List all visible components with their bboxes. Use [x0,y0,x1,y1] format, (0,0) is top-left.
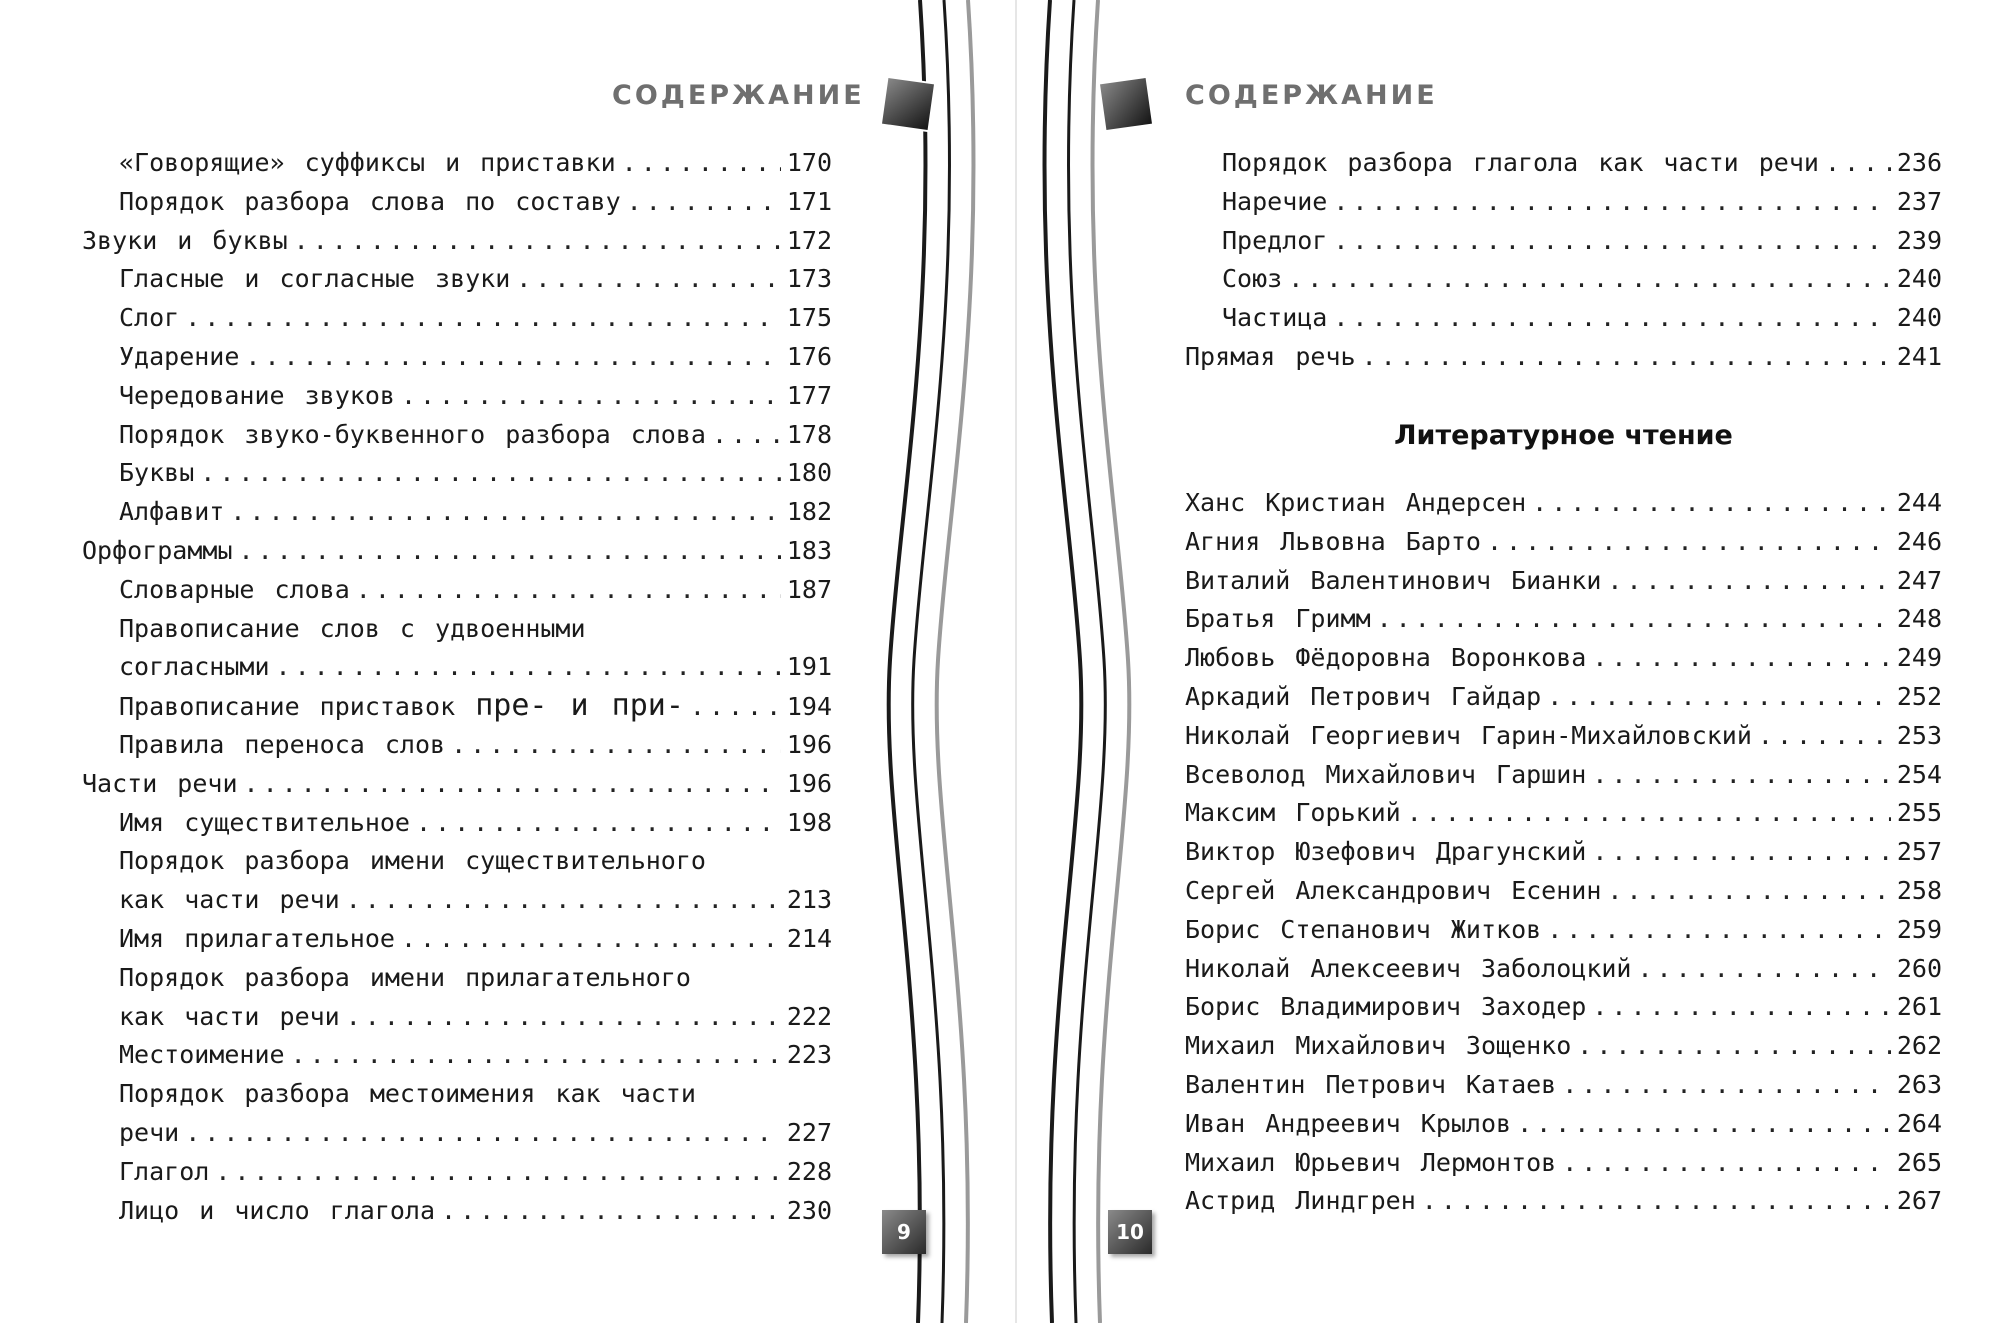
toc-entry-page: 240 [1896,264,1942,294]
toc-entry-text: Ханс Кристиан Андерсен [1185,488,1527,517]
toc-entry-page: 196 [786,729,832,759]
toc-entry-prefix-note: пре- и при- [475,688,684,724]
toc-entry [1185,639,1942,678]
toc-entry-title [119,920,395,959]
toc-entry [82,299,832,338]
toc-entry [1185,872,1942,911]
toc-entry [1185,911,1942,950]
toc-leader-dots [1607,872,1890,911]
toc-entry [82,1153,832,1192]
toc-entry-text: Словарные слова [119,574,350,604]
toc-entry-page: 262 [1896,1031,1942,1061]
toc-entry-text: Буквы [119,458,195,488]
toc-entry-text: «Говорящие» суффиксы и приставки [119,148,616,177]
toc-entry-text: Правила переноса слов [119,729,446,759]
toc-entry-page: 264 [1896,1108,1942,1138]
toc-entry-text: Всеволод Михайлович Гаршин [1185,759,1587,789]
toc-entry [82,183,832,222]
toc-entry-title [1185,1066,1556,1105]
toc-entry-page: 172 [786,225,832,255]
toc-entry-title [1185,562,1601,601]
toc-entry-page: 241 [1896,341,1942,371]
toc-entry [1185,338,1942,377]
toc-entry-text: Предлог [1222,225,1328,255]
toc-entry-page: 222 [786,1001,832,1031]
toc-entry-title [1185,523,1481,562]
toc-entry-text: Прямая речь [1185,341,1356,371]
toc-entry-text: Николай Алексеевич Заболоцкий [1185,953,1632,983]
page-header: СОДЕРЖАНИЕ [1185,80,1438,111]
toc-leader-dots [1592,639,1891,678]
toc-entry [82,416,832,455]
toc-leader-dots [690,688,781,727]
toc-leader-dots [276,648,781,687]
toc-leader-dots [1288,260,1891,299]
toc-entry-title [119,804,410,843]
toc-leader-dots [1333,183,1890,222]
toc-entry-page: 248 [1896,604,1942,634]
toc-entry [1185,484,1942,523]
toc-entry-page: 246 [1896,526,1942,556]
toc-entry-text: Орфограммы [82,535,233,565]
toc-leader-dots [416,804,781,843]
toc-entry-page: 198 [786,807,832,837]
toc-entry-page: 263 [1896,1069,1942,1099]
toc-entry-page: 183 [786,535,832,565]
toc-entry-title [119,1036,285,1075]
toc-entry [82,610,832,649]
toc-entry-text: Местоимение [119,1040,285,1070]
toc-entry-page: 253 [1896,720,1942,750]
toc-entry [82,959,832,998]
toc-entry [1185,1027,1942,1066]
toc-leader-dots [1547,911,1891,950]
toc-entry-page: 255 [1896,798,1942,828]
table-of-contents-left [82,144,832,1230]
toc-entry-page: 187 [786,574,832,604]
toc-entry-text: Максим Горький [1185,798,1401,828]
toc-leader-dots [1607,562,1890,601]
section-title: Литературное чтение [1394,420,1733,451]
toc-entry-text: Борис Степанович Житков [1185,914,1542,944]
toc-entry-text: Астрид Линдгрен [1185,1186,1416,1216]
toc-entry [1185,1182,1942,1221]
toc-entry [82,881,832,920]
toc-entry [82,920,832,959]
toc-entry-text: Имя существительное [119,807,410,837]
toc-leader-dots [245,338,780,377]
toc-entry [1185,600,1942,639]
toc-entry-page: 257 [1896,837,1942,867]
toc-leader-dots [1592,756,1891,795]
toc-entry-text: Части речи [82,768,238,798]
toc-entry [1185,756,1942,795]
toc-entry-title [119,260,510,299]
toc-entry-title [1185,484,1526,523]
toc-entry-text: Сергей Александрович Есенин [1185,875,1602,905]
toc-entry-text: согласными [119,652,270,682]
toc-entry-text: как части речи [119,885,340,915]
toc-leader-dots [627,183,781,222]
toc-entry-text: Правописание слов с удвоенными [119,613,586,643]
toc-entry-title [1185,794,1401,833]
toc-entry-page: 227 [786,1117,832,1147]
toc-entry-title [1222,183,1327,222]
toc-entry-text: Гласные и согласные звуки [119,264,511,294]
toc-entry-title [1185,678,1541,717]
toc-entry-text: Аркадий Петрович Гайдар [1185,681,1542,711]
toc-entry [1185,222,1942,261]
toc-entry [82,1114,832,1153]
toc-entry-title [119,454,194,493]
toc-entry-page: 177 [786,380,832,410]
toc-entry-page: 176 [786,341,832,371]
toc-entry-page: 261 [1896,992,1942,1022]
toc-leader-dots [1638,950,1891,989]
toc-leader-dots [712,416,781,455]
toc-entry-page: 260 [1896,953,1942,983]
toc-entry [1185,950,1942,989]
toc-leader-dots [215,1153,781,1192]
toc-leader-dots [1362,338,1891,377]
right-page [1008,0,2016,1323]
toc-entry [82,765,832,804]
toc-entry [82,687,832,726]
toc-entry-text: Звуки и буквы [82,225,288,255]
toc-leader-dots [441,1192,781,1231]
toc-entry-title [82,532,233,571]
toc-entry-title [1222,222,1327,261]
toc-entry [1185,1066,1942,1105]
toc-entry-text: Иван Андреевич Крылов [1185,1108,1512,1138]
toc-leader-dots [1333,222,1890,261]
toc-entry-text: Виталий Валентинович Бианки [1185,565,1602,595]
toc-entry-title [1185,950,1632,989]
toc-entry-title [119,726,445,765]
toc-entry [82,571,832,610]
toc-leader-dots [185,1114,781,1153]
toc-entry [82,260,832,299]
toc-entry [1185,183,1942,222]
toc-entry-page: 249 [1896,643,1942,673]
page-number: 9 [882,1210,926,1254]
toc-entry-title [82,222,288,261]
toc-leader-dots [1577,1027,1891,1066]
toc-leader-dots [200,454,781,493]
toc-entry [82,1192,832,1231]
toc-leader-dots [622,144,781,183]
toc-entry-page: 214 [786,923,832,953]
toc-entry-title [119,377,395,416]
toc-entry-title [119,881,340,920]
toc-entry-title [1185,1105,1511,1144]
toc-entry-page: 191 [786,652,832,682]
toc-entry-page: 247 [1896,565,1942,595]
toc-leader-dots [401,377,781,416]
toc-leader-dots [401,920,781,959]
toc-entry-title [119,1192,435,1231]
toc-entry-title [1222,144,1819,183]
toc-entry-page: 180 [786,458,832,488]
toc-entry [1185,794,1942,833]
toc-entry-page: 267 [1896,1186,1942,1216]
toc-entry-title [1185,1144,1556,1183]
page-header: СОДЕРЖАНИЕ [612,80,865,111]
toc-entry-title [119,1153,209,1192]
toc-entry-page: 171 [786,186,832,216]
toc-entry-title [119,1114,179,1153]
toc-entry-title [1185,833,1586,872]
toc-entry-page: 252 [1896,681,1942,711]
toc-entry [1185,523,1942,562]
toc-entry-title [119,687,684,727]
toc-entry-text: Виктор Юзефович Драгунский [1185,837,1587,867]
toc-entry-text: Михаил Юрьевич Лермонтов [1185,1147,1557,1177]
toc-entry [82,1036,832,1075]
toc-entry-page: 230 [786,1195,832,1225]
toc-entry-title [1185,639,1586,678]
toc-leader-dots [244,765,781,804]
toc-entry-title [1185,872,1601,911]
toc-entry [1185,144,1942,183]
toc-entry-title [1185,988,1586,1027]
toc-entry-title [119,648,270,687]
toc-entry-text: речи [119,1117,180,1147]
toc-entry-page: 259 [1896,914,1942,944]
toc-entry-text: Ударение [119,341,240,371]
toc-entry [82,338,832,377]
toc-entry [82,532,832,571]
toc-entry-title [119,416,706,455]
toc-leader-dots [1487,523,1891,562]
toc-entry [1185,988,1942,1027]
authors-list [1185,484,1942,1221]
toc-entry [82,493,832,532]
toc-leader-dots [346,998,781,1037]
toc-entry-page: 228 [786,1156,832,1186]
toc-entry-text: Порядок разбора имени прилагательного [119,962,691,992]
toc-leader-dots [1562,1066,1891,1105]
toc-entry-text: Борис Владимирович Заходер [1185,992,1587,1022]
toc-entry-text: Алфавит [119,497,225,527]
toc-entry-text: Агния Львовна Барто [1185,526,1481,556]
toc-entry-title [1185,911,1541,950]
toc-entry-text: Братья Гримм [1185,604,1371,634]
toc-leader-dots [239,532,781,571]
toc-entry-text: Михаил Михайлович Зощенко [1185,1031,1572,1061]
toc-entry-text: Валентин Петрович Катаев [1185,1069,1557,1099]
toc-entry-page: 254 [1896,759,1942,789]
toc-leader-dots [1422,1182,1891,1221]
toc-entry-title [82,765,238,804]
toc-entry-page: 182 [786,497,832,527]
toc-entry-page: 223 [786,1040,832,1070]
toc-entry-page: 240 [1896,303,1942,333]
toc-leader-dots [1592,988,1891,1027]
toc-entry-text: Глагол [119,1156,210,1186]
toc-entry [82,144,832,183]
toc-entry-title [119,338,239,377]
toc-entry-text: Имя прилагательное [119,923,395,953]
toc-leader-dots [1517,1105,1891,1144]
toc-entry-title [1185,1027,1571,1066]
toc-leader-dots [451,726,781,765]
toc-entry-text: Наречие [1222,186,1328,216]
toc-entry-title [1185,338,1356,377]
toc-leader-dots [1562,1144,1891,1183]
toc-entry-text: Порядок разбора слова по составу [119,186,621,216]
toc-entry-page: 239 [1896,225,1942,255]
toc-entry-title [119,998,340,1037]
toc-entry-title [1185,1182,1416,1221]
toc-entry [1185,1105,1942,1144]
toc-entry-title [119,610,586,649]
toc-entry-title [119,571,350,610]
toc-entry [1185,562,1942,601]
toc-leader-dots [1333,299,1890,338]
toc-entry [82,222,832,261]
toc-entry [82,648,832,687]
toc-entry-page: 265 [1896,1147,1942,1177]
toc-leader-dots [516,260,781,299]
toc-entry-text: Слог [119,303,180,333]
toc-entry-title [119,1075,696,1114]
toc-entry-title [1185,717,1752,756]
toc-entry-text: Частица [1222,303,1328,333]
toc-leader-dots [1377,600,1891,639]
toc-leader-dots [1825,144,1891,183]
toc-entry [1185,717,1942,756]
toc-leader-dots [356,571,781,610]
toc-entry [82,1075,832,1114]
toc-entry [1185,299,1942,338]
toc-entry-title [119,493,224,532]
toc-entry-page: 170 [786,148,832,177]
toc-entry-page: 213 [786,885,832,915]
toc-entry-title [119,144,616,183]
toc-entry-text: Порядок разбора глагола как части речи [1222,148,1819,177]
toc-entry-text: Николай Георгиевич Гарин-Михайловский [1185,720,1752,750]
toc-leader-dots [185,299,781,338]
toc-entry-title [119,842,706,881]
table-of-contents-right [1185,144,1942,377]
toc-entry-title [1222,299,1327,338]
toc-entry-title [119,299,179,338]
toc-entry [1185,833,1942,872]
toc-entry-page: 237 [1896,186,1942,216]
toc-entry-page: 173 [786,264,832,294]
toc-entry-page: 236 [1896,148,1942,177]
toc-entry [1185,678,1942,717]
toc-entry-page: 178 [786,419,832,449]
toc-entry [1185,260,1942,299]
toc-entry [1185,1144,1942,1183]
toc-entry-text: Порядок разбора имени существительного [119,846,706,876]
toc-entry-page: 196 [786,768,832,798]
toc-entry-text: Любовь Фёдоровна Воронкова [1185,643,1587,673]
toc-entry-text: Союз [1222,264,1283,294]
toc-entry [82,998,832,1037]
toc-entry-text: Чередование звуков [119,380,395,410]
toc-entry [82,804,832,843]
toc-entry [82,454,832,493]
toc-leader-dots [291,1036,781,1075]
toc-leader-dots [1532,484,1891,523]
toc-entry-title [119,959,691,998]
toc-entry-text: Порядок звуко-буквенного разбора слова [119,419,706,449]
toc-leader-dots [1547,678,1891,717]
toc-entry-title [1185,756,1586,795]
toc-leader-dots [294,222,781,261]
toc-entry-text: Лицо и число глагола [119,1195,436,1225]
toc-leader-dots [1758,717,1891,756]
toc-entry-text: как части речи [119,1001,340,1031]
toc-leader-dots [346,881,781,920]
toc-entry [82,842,832,881]
toc-entry-page: 244 [1896,488,1942,517]
toc-entry-text: Правописание приставок [119,692,456,722]
toc-entry-title [119,183,621,222]
toc-entry [82,726,832,765]
toc-entry [82,377,832,416]
toc-leader-dots [1592,833,1891,872]
page-number: 10 [1108,1210,1152,1254]
toc-entry-text: Порядок разбора местоимения как части [119,1079,696,1109]
toc-entry-page: 175 [786,303,832,333]
toc-entry-title [1222,260,1282,299]
toc-entry-page: 258 [1896,875,1942,905]
toc-leader-dots [1407,794,1891,833]
toc-leader-dots [230,493,780,532]
toc-entry-title [1185,600,1371,639]
toc-entry-page: 194 [786,692,832,722]
